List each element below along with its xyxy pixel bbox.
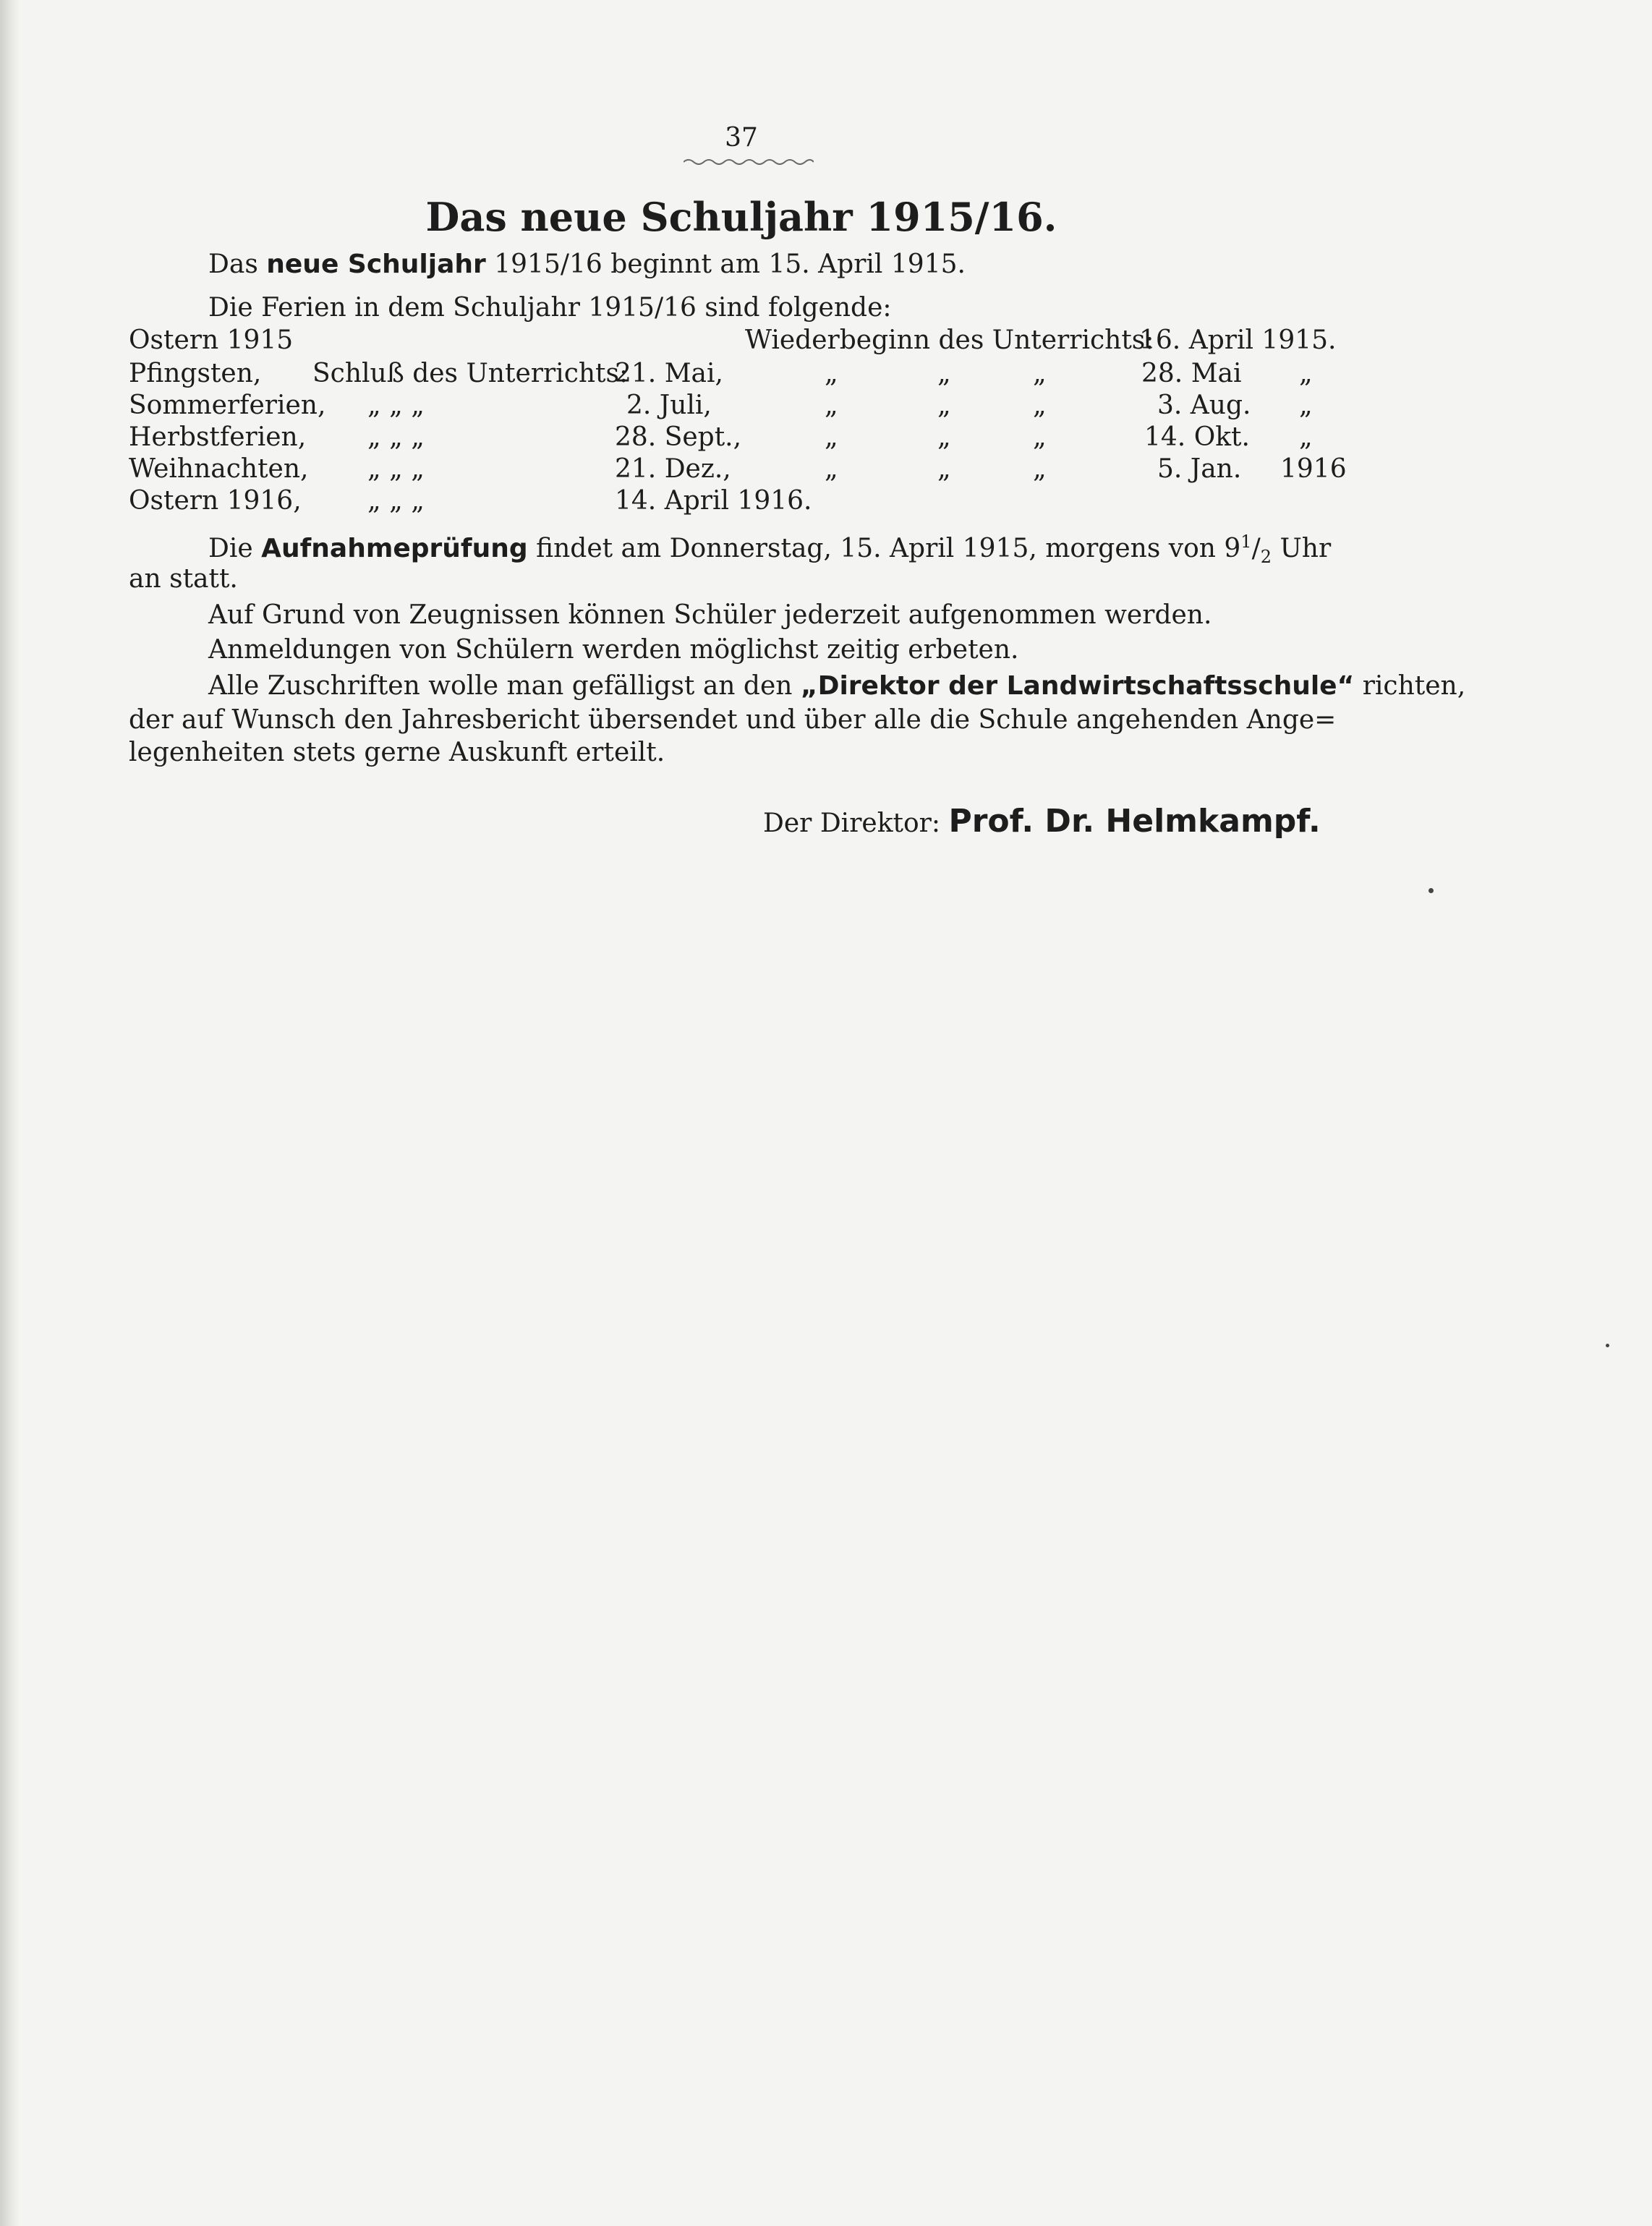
holiday-year: 1916 xyxy=(1280,454,1347,484)
signature-name: Prof. Dr. Helmkampf. xyxy=(948,803,1321,840)
holiday-year: „ xyxy=(1299,422,1313,452)
fraction-denominator: 2 xyxy=(1260,547,1272,568)
holiday-name: Pfingsten, xyxy=(129,359,262,388)
schedule-header-date: 16. April 1915. xyxy=(1139,325,1337,355)
holiday-mid: „ „ „ xyxy=(367,486,425,516)
holiday-mid: „ „ „ xyxy=(367,454,425,484)
ditto-mark: „ xyxy=(937,454,951,484)
intro-paragraph: Das neue Schuljahr 1915/16 beginnt am 15. April 1915. xyxy=(208,250,966,279)
ornament-squiggle xyxy=(684,158,814,166)
holiday-mid: „ „ „ xyxy=(367,422,425,452)
ditto-mark: „ xyxy=(937,359,951,388)
holiday-name: Herbstferien, xyxy=(129,422,307,452)
holiday-resume: 14. Okt. xyxy=(1144,422,1250,452)
holidays-intro: Die Ferien in dem Schuljahr 1915/16 sind folgende: xyxy=(208,293,892,323)
signature-label: Der Direktor: xyxy=(763,809,941,838)
page-title: Das neue Schuljahr 1915/16. xyxy=(425,194,1057,240)
holiday-resume: 28. Mai xyxy=(1141,359,1242,388)
paragraph-zuschriften-line2: der auf Wunsch den Jahresbericht übersendet und über alle die Schule angehenden Ange= xyxy=(129,705,1337,735)
paragraph-zuschriften-line3: legenheiten stets gerne Auskunft erteilt. xyxy=(129,738,665,767)
ditto-mark: „ xyxy=(825,391,838,420)
scan-speck xyxy=(1606,1344,1609,1347)
ditto-mark: „ xyxy=(937,391,951,420)
paragraph-zeugnisse: Auf Grund von Zeugnissen können Schüler jederzeit aufgenommen werden. xyxy=(208,600,1212,630)
holiday-year: „ xyxy=(1299,391,1313,420)
ditto-mark: „ xyxy=(1033,391,1047,420)
ditto-mark: „ xyxy=(825,422,838,452)
holiday-mid: Schluß des Unterrichts: xyxy=(312,359,629,388)
ditto-mark: „ xyxy=(1033,359,1047,388)
holiday-end: 2. Juli, xyxy=(626,391,712,420)
fraction-numerator: 1 xyxy=(1240,532,1252,552)
page-number: 37 xyxy=(725,123,758,153)
holiday-name: Ostern 1916, xyxy=(129,486,302,516)
scan-speck xyxy=(1429,888,1434,893)
holiday-end: 28. Sept., xyxy=(615,422,742,452)
holiday-resume: 5. Jan. xyxy=(1157,454,1242,484)
signature xyxy=(763,803,1321,840)
ditto-mark: „ xyxy=(1033,422,1047,452)
holiday-mid: „ „ „ xyxy=(367,391,425,420)
paragraph-anmeldungen: Anmeldungen von Schülern werden möglichst zeitig erbeten. xyxy=(208,635,1019,665)
page-edge-shadow xyxy=(0,0,20,2226)
holiday-end: 14. April 1916. xyxy=(615,486,812,516)
holiday-resume: 3. Aug. xyxy=(1157,391,1251,420)
holiday-end: 21. Mai, xyxy=(615,359,723,388)
schedule-header-resume: Wiederbeginn des Unterrichts: xyxy=(745,325,1154,355)
ditto-mark: „ xyxy=(825,454,838,484)
ditto-mark: „ xyxy=(825,359,838,388)
holiday-year: „ xyxy=(1299,359,1313,388)
ditto-mark: „ xyxy=(937,422,951,452)
holiday-name: Weihnachten, xyxy=(129,454,309,484)
holiday-end: 21. Dez., xyxy=(615,454,731,484)
paragraph-zuschriften-line1: Alle Zuschriften wolle man gefälligst an den „Direktor der Landwirtschaftsschule“ richten, xyxy=(208,671,1466,701)
ditto-mark: „ xyxy=(1033,454,1047,484)
schedule-header-left: Ostern 1915 xyxy=(129,325,294,355)
holiday-name: Sommerferien, xyxy=(129,391,326,420)
exam-paragraph-line2: an statt. xyxy=(129,564,238,594)
exam-paragraph-line1: Die Aufnahmeprüfung findet am Donnerstag, 15. April 1915, morgens von $9^1/_2$ Uhr xyxy=(208,532,1332,568)
